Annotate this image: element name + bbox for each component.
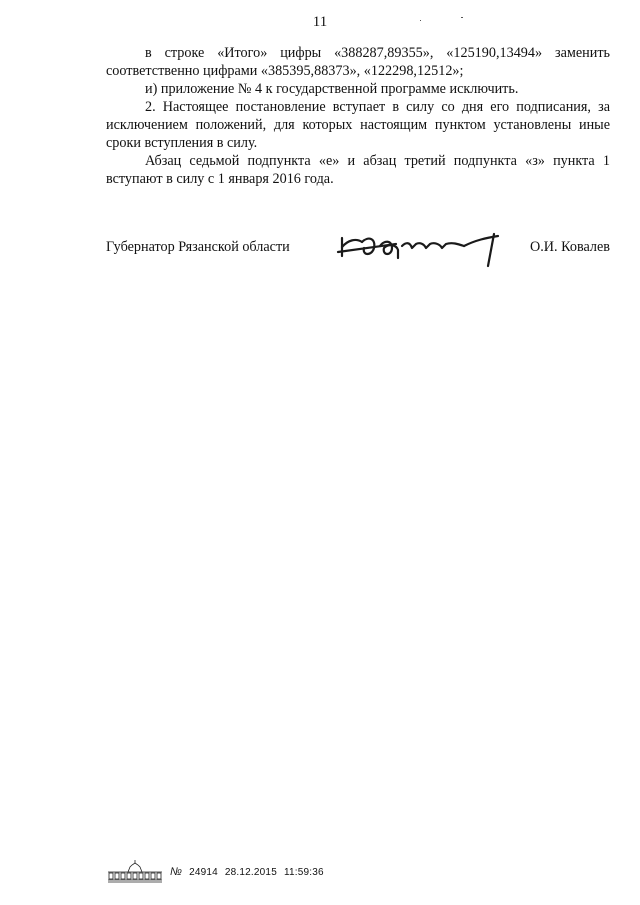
paragraph: в строке «Итого» цифры «388287,89355», «125190,13494» заменить соответственно цифрами «385395,88373», «122298,12512»; xyxy=(106,45,610,79)
document-body xyxy=(106,44,610,188)
paragraph: Абзац седьмой подпункта «е» и абзац третий подпункта «з» пункта 1 вступают в силу с 1 января 2016 года. xyxy=(106,153,610,187)
registration-stamp-line xyxy=(170,866,328,878)
signer-title: Губернатор Рязанской области xyxy=(106,239,290,255)
scan-speck xyxy=(420,20,421,21)
building-emblem-icon xyxy=(106,858,164,884)
page-number: 11 xyxy=(312,14,328,30)
handwritten-signature xyxy=(336,226,516,272)
paragraph: и) приложение № 4 к государственной программе исключить. xyxy=(145,81,519,97)
signature-block xyxy=(106,226,610,272)
signer-name: О.И. Ковалев xyxy=(530,239,610,255)
number-mark: № xyxy=(170,866,183,878)
paragraph: 2. Настоящее постановление вступает в силу со дня его подписания, за исключением положений, для которых настоящим пунктом установлены иные сроки вступления в силу. xyxy=(106,99,610,151)
scan-speck xyxy=(461,17,463,18)
registration-date: 28.12.2015 xyxy=(224,867,277,878)
registration-footer xyxy=(106,858,406,884)
registration-number: 24914 xyxy=(189,867,218,878)
registration-time: 11:59:36 xyxy=(283,867,324,878)
